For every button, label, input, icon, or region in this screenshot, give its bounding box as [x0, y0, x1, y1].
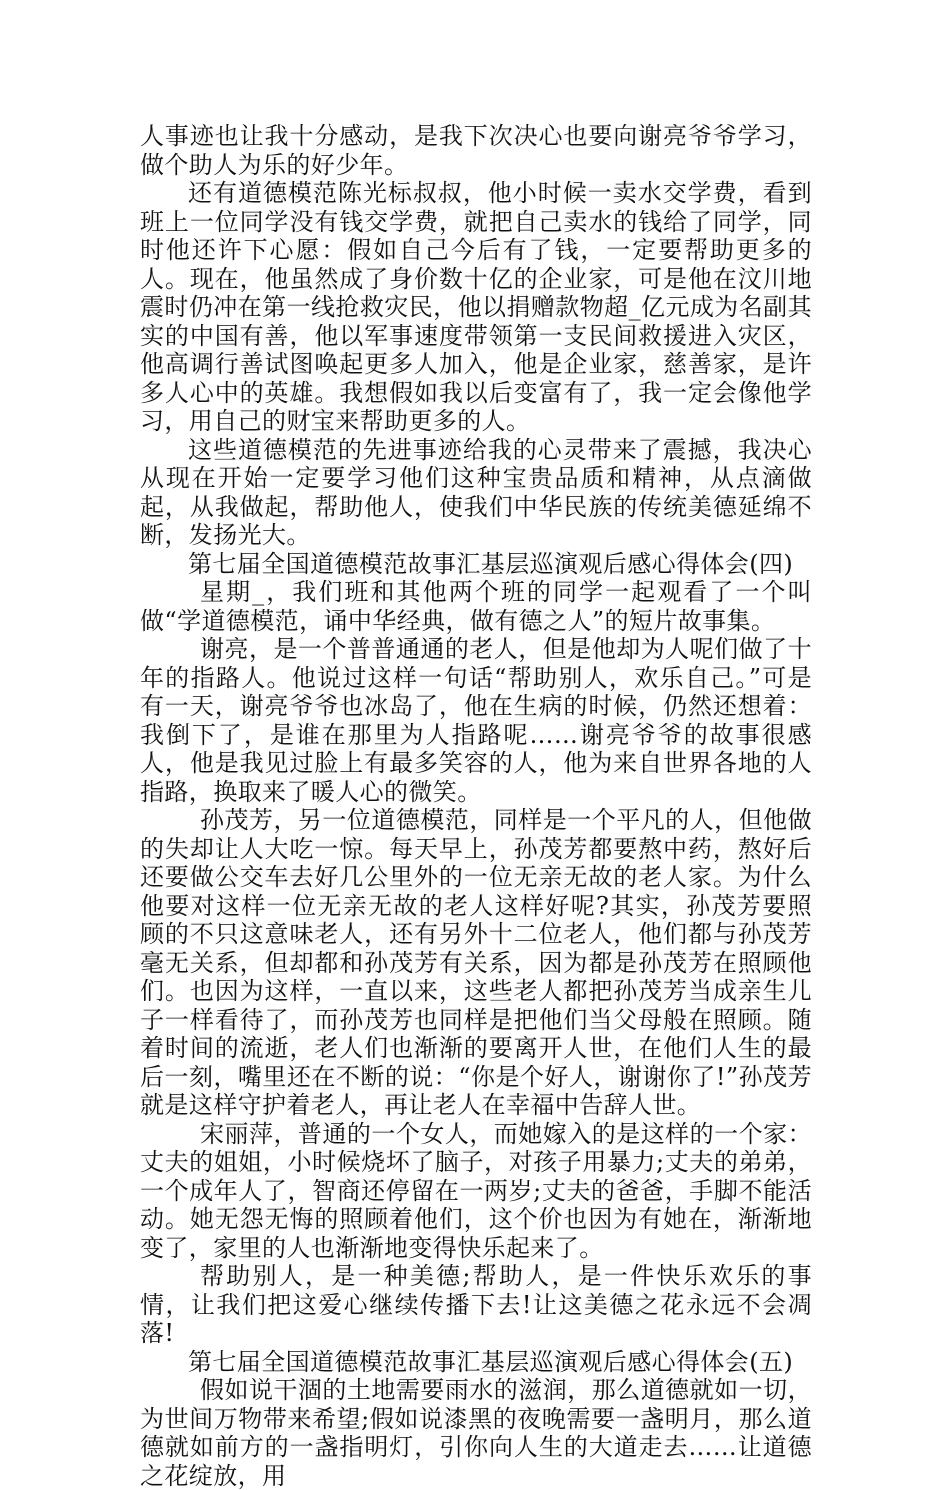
paragraph-intro-5: 假如说干涸的土地需要雨水的滋润，那么道德就如一切，为世间万物带来希望;假如说漆黑的夜晚需要一盏明月，那么道德就如前方的一盏指明灯，引你向人生的大道走去……让道德之花绽放，用 [140, 1376, 812, 1490]
section-heading-4: 第七届全国道德模范故事汇基层巡演观后感心得体会(四) [188, 549, 794, 578]
paragraph-song-liping: 宋丽萍，普通的一个女人，而她嫁入的是这样的一个家：丈夫的姐姐，小时候烧坏了脑子，对孩子用暴力;丈夫的弟弟，一个成年人了，智商还停留在一两岁;丈夫的爸爸，手脚不能活动。她无怨无悔的照顾着他们，这个价也因为有她在，渐渐地变了，家里的人也渐渐地变得快乐起来了。 [140, 1119, 812, 1262]
paragraph-sun-maofang: 孙茂芳，另一位道德模范，同样是一个平凡的人，但他做的失却让人大吃一惊。每天早上，孙茂芳都要熬中药，熬好后还要做公交车去好几公里外的一位无亲无故的老人家。为什么他要对这样一位无亲无故的老人这样好呢?其实，孙茂芳要照顾的不只这意味老人，还有另外十二位老人，他们都与孙茂芳毫无关系，但却都和孙茂芳有关系，因为都是孙茂芳在照顾他们。也因为这样，一直以来，这些老人都把孙茂芳当成亲生儿子一样看待了，而孙茂芳也同样是把他们当父母般在照顾。随着时间的流逝，老人们也渐渐的要离开人世，在他们人生的最后一刻，嘴里还在不断的说：“你是个好人，谢谢你了!”孙茂芳就是这样守护着老人，再让老人在幸福中告辞人世。 [140, 806, 812, 1119]
document-body [140, 122, 812, 1490]
paragraph-continuation: 人事迹也让我十分感动，是我下次决心也要向谢亮爷爷学习，做个助人为乐的好少年。 [140, 122, 812, 179]
paragraph-chen-guangbiao: 还有道德模范陈光标叔叔，他小时候一卖水交学费，看到班上一位同学没有钱交学费，就把自己卖水的钱给了同学，同时他还许下心愿：假如自己今后有了钱，一定要帮助更多的人。现在，他虽然成了身价数十亿的企业家，可是他在汶川地震时仍冲在第一线抢救灾民，他以捐赠款物超_亿元成为名副其实的中国有善，他以军事速度带领第一支民间救援进入灾区，他高调行善试图唤起更多人加入，他是企业家，慈善家，是许多人心中的英雄。我想假如我以后变富有了，我一定会像他学习，用自己的财宝来帮助更多的人。 [140, 179, 812, 435]
paragraph-resolution: 这些道德模范的先进事迹给我的心灵带来了震撼，我决心从现在开始一定要学习他们这种宝贵品质和精神，从点滴做起，从我做起，帮助他人，使我们中华民族的传统美德延绵不断，发扬光大。 [140, 435, 812, 549]
section-heading-5: 第七届全国道德模范故事汇基层巡演观后感心得体会(五) [188, 1347, 794, 1376]
paragraph-intro-4: 星期_，我们班和其他两个班的同学一起观看了一个叫做“学道德模范，诵中华经典，做有德之人”的短片故事集。 [140, 578, 812, 635]
paragraph-xie-liang: 谢亮，是一个普普通通的老人，但是他却为人呢们做了十年的指路人。他说过这样一句话“帮助别人，欢乐自己。”可是有一天，谢亮爷爷也冰岛了，他在生病的时候，仍然还想着：我倒下了，是谁在那里为人指路呢……谢亮爷爷的故事很感人，他是我见过脸上有最多笑容的人，他为来自世界各地的人指路，换取来了暖人心的微笑。 [140, 635, 812, 806]
paragraph-conclusion-4: 帮助别人，是一种美德;帮助人，是一件快乐欢乐的事情，让我们把这爱心继续传播下去!让这美德之花永远不会凋落! [140, 1262, 812, 1347]
